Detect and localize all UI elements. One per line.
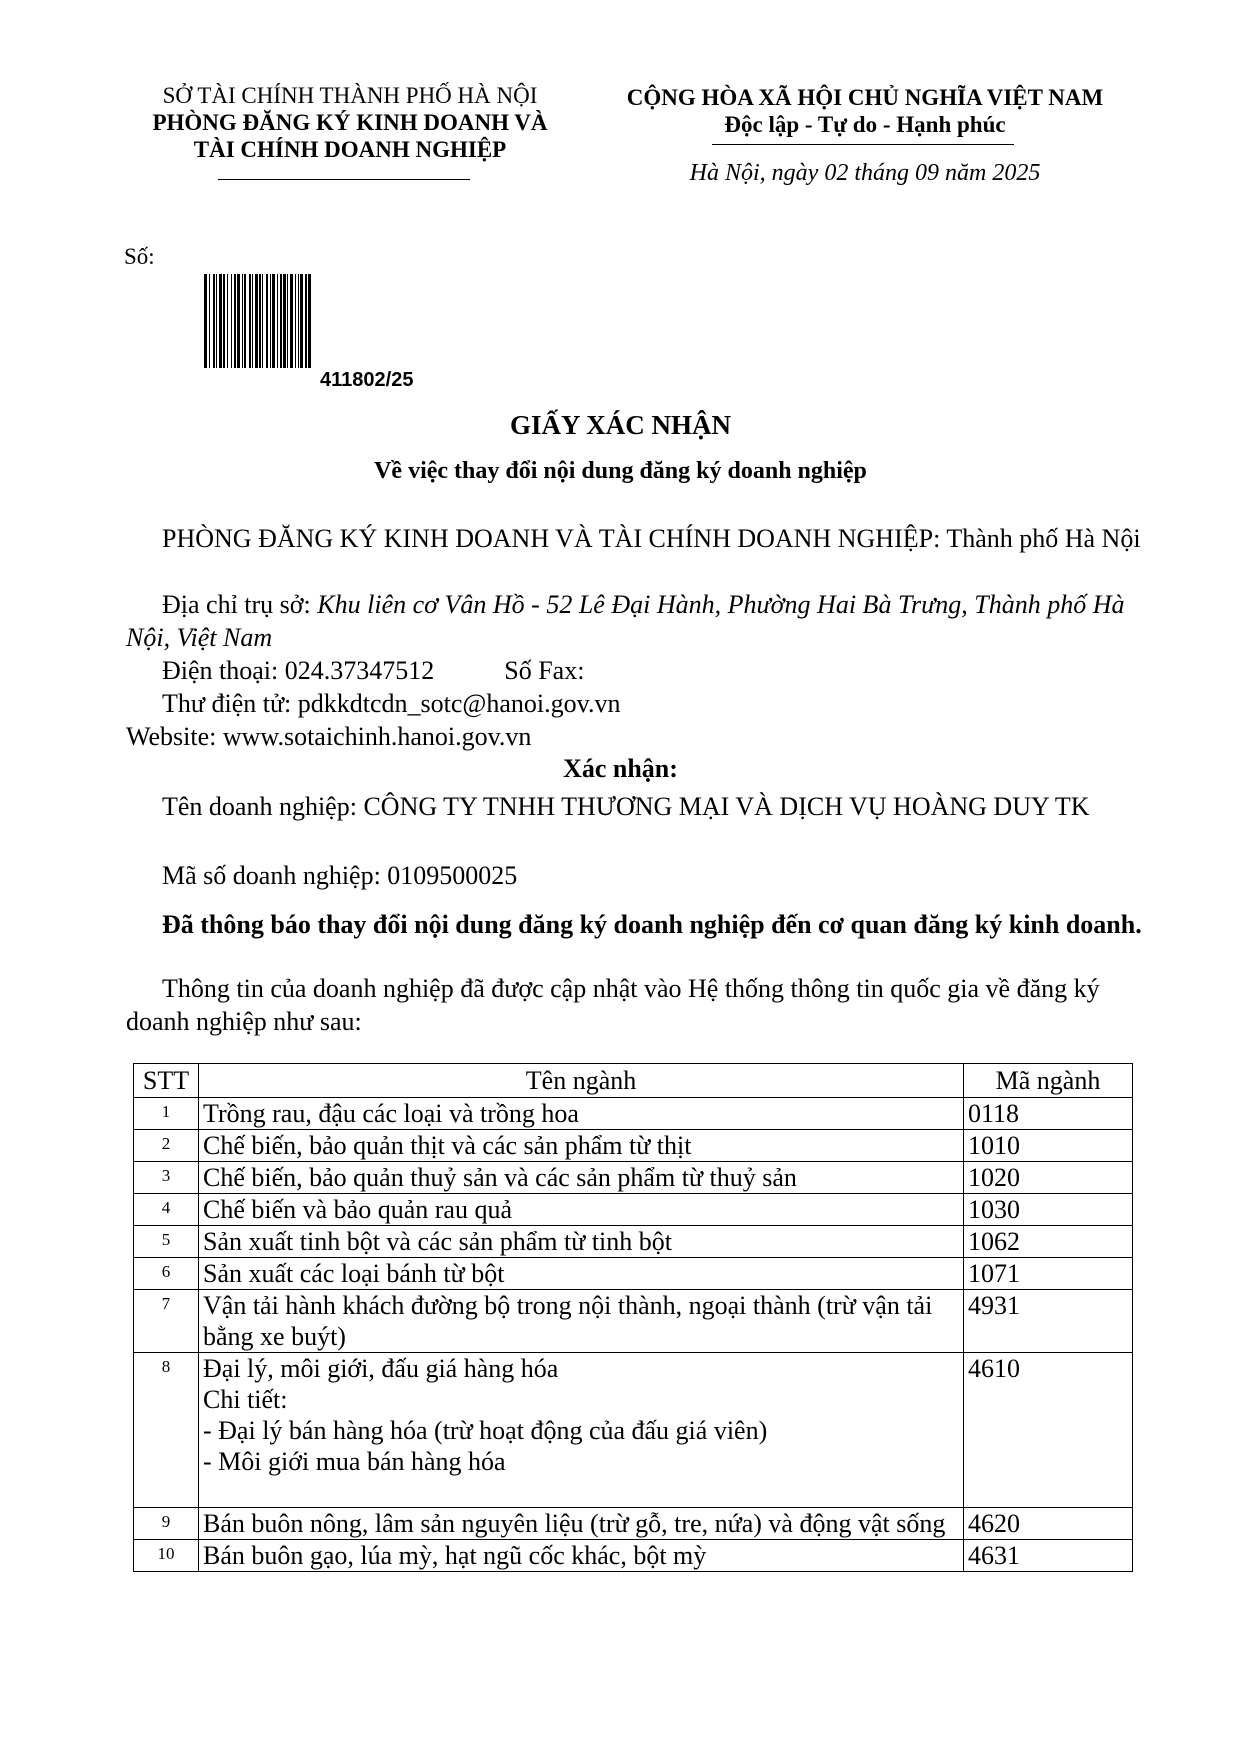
office-phone: Điện thoại: 024.37347512 (162, 656, 435, 685)
address-value: Khu liên cơ Vân Hồ - 52 Lê Đại Hành, Phường Hai Bà Trưng, Thành phố Hà Nội, Việt Nam (126, 590, 1125, 652)
confirm-heading: Xác nhận: (563, 754, 678, 783)
row-industry-name: Sản xuất các loại bánh từ bột (199, 1258, 964, 1290)
issue-date: Hà Nội, ngày 02 tháng 09 năm 2025 (689, 160, 1041, 186)
row-industry-name: Vận tải hành khách đường bộ trong nội thành, ngoại thành (trừ vận tải bằng xe buýt) (199, 1290, 964, 1353)
row-industry-name: Sản xuất tinh bột và các sản phẩm từ tinh bột (199, 1226, 964, 1258)
header-right (590, 84, 1140, 138)
industry-table (133, 1063, 1133, 1572)
row-industry-code: 1062 (964, 1226, 1133, 1258)
row-industry-name: Chế biến, bảo quản thịt và các sản phẩm từ thịt (199, 1130, 964, 1162)
header-industry-name: Tên ngành (199, 1064, 964, 1098)
row-stt: 7 (134, 1290, 199, 1353)
office-fax: Số Fax: (504, 656, 585, 685)
table-row (134, 1290, 1133, 1353)
document-title: GIẤY XÁC NHẬN (510, 410, 731, 440)
header-left-underline (218, 179, 470, 180)
row-industry-name: Bán buôn nông, lâm sản nguyên liệu (trừ gỗ, tre, nứa) và động vật sống (199, 1508, 964, 1540)
row-industry-name: Trồng rau, đậu các loại và trồng hoa (199, 1098, 964, 1130)
row-stt: 1 (134, 1098, 199, 1130)
row-stt: 5 (134, 1226, 199, 1258)
row-industry-code: 1030 (964, 1194, 1133, 1226)
row-industry-name: Chế biến và bảo quản rau quả (199, 1194, 964, 1226)
row-stt: 8 (134, 1353, 199, 1508)
row-industry-code: 4610 (964, 1353, 1133, 1508)
table-row (134, 1353, 1133, 1508)
header-stt: STT (134, 1064, 199, 1098)
table-row (134, 1226, 1133, 1258)
row-stt: 6 (134, 1258, 199, 1290)
national-motto: Độc lập - Tự do - Hạnh phúc (724, 112, 1006, 137)
national-title: CỘNG HÒA XÃ HỘI CHỦ NGHĨA VIỆT NAM (626, 85, 1104, 110)
row-stt: 3 (134, 1162, 199, 1194)
row-stt: 10 (134, 1540, 199, 1572)
row-stt: 9 (134, 1508, 199, 1540)
company-name: Tên doanh nghiệp: CÔNG TY TNHH THƯƠNG MẠI VÀ DỊCH VỤ HOÀNG DUY TK (162, 792, 1090, 821)
row-industry-name: Đại lý, môi giới, đấu giá hàng hóa Chi tiết: - Đại lý bán hàng hóa (trừ hoạt động của đấu giá viên) - Môi giới mua bán hàng hóa (199, 1353, 964, 1508)
table-row (134, 1162, 1133, 1194)
contact-line (126, 654, 1146, 687)
table-row (134, 1258, 1133, 1290)
row-stt: 2 (134, 1130, 199, 1162)
row-industry-code: 4931 (964, 1290, 1133, 1353)
row-industry-code: 4620 (964, 1508, 1133, 1540)
notice-statement: Đã thông báo thay đổi nội dung đăng ký doanh nghiệp đến cơ quan đăng ký kinh doanh. (162, 910, 1142, 939)
company-code: Mã số doanh nghiệp: 0109500025 (162, 861, 518, 890)
office-website: Website: www.sotaichinh.hanoi.gov.vn (126, 722, 532, 751)
table-row (134, 1508, 1133, 1540)
address-label: Địa chỉ trụ sở: (162, 590, 318, 619)
table-header-row (134, 1064, 1133, 1098)
table-row (134, 1130, 1133, 1162)
barcode (204, 274, 313, 368)
office-email: Thư điện tử: pdkkdtcdn_sotc@hanoi.gov.vn (162, 689, 621, 718)
row-industry-code: 1020 (964, 1162, 1133, 1194)
office-name: PHÒNG ĐĂNG KÝ KINH DOANH VÀ TÀI CHÍNH DOANH NGHIỆP: Thành phố Hà Nội (162, 524, 1141, 553)
office-address (126, 588, 1146, 654)
department-name: SỞ TÀI CHÍNH THÀNH PHỐ HÀ NỘI (162, 83, 538, 108)
header-right-underline (712, 144, 1014, 145)
row-industry-code: 4631 (964, 1540, 1133, 1572)
table-row (134, 1194, 1133, 1226)
document-subtitle: Về việc thay đổi nội dung đăng ký doanh nghiệp (374, 458, 867, 484)
office-name-line2: TÀI CHÍNH DOANH NGHIỆP (193, 137, 507, 162)
table-row (134, 1540, 1133, 1572)
header-left (120, 82, 580, 163)
office-name-line1: PHÒNG ĐĂNG KÝ KINH DOANH VÀ (152, 110, 548, 135)
row-industry-code: 0118 (964, 1098, 1133, 1130)
row-industry-code: 1071 (964, 1258, 1133, 1290)
row-industry-name: Bán buôn gạo, lúa mỳ, hạt ngũ cốc khác, bột mỳ (199, 1540, 964, 1572)
row-stt: 4 (134, 1194, 199, 1226)
row-industry-name: Chế biến, bảo quản thuỷ sản và các sản phẩm từ thuỷ sản (199, 1162, 964, 1194)
notice-text: Thông tin của doanh nghiệp đã được cập nhật vào Hệ thống thông tin quốc gia về đăng ký doanh nghiệp như sau: (126, 974, 1100, 1036)
row-industry-code: 1010 (964, 1130, 1133, 1162)
table-row (134, 1098, 1133, 1130)
barcode-number: 411802/25 (320, 369, 414, 391)
number-label: Số: (124, 244, 155, 269)
header-industry-code: Mã ngành (964, 1064, 1133, 1098)
barcode-bar (311, 274, 313, 368)
